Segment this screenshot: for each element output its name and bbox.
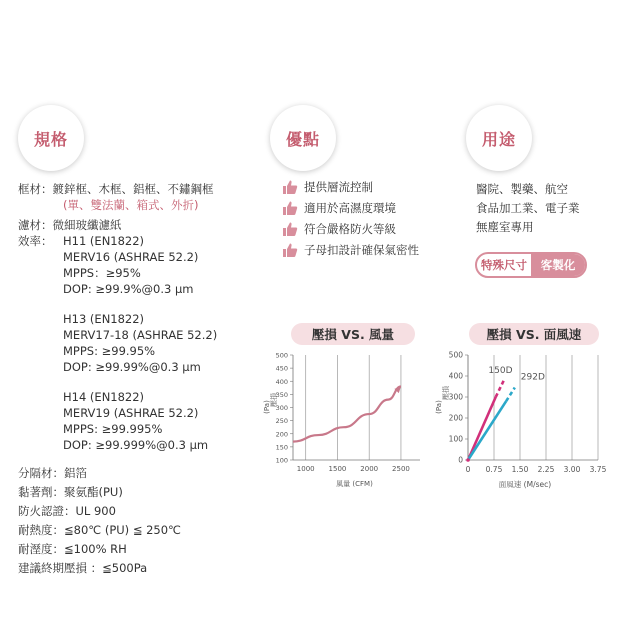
spec-list-item: 黏著劑：聚氨酯(PU) xyxy=(18,485,123,499)
efficiency-line: MERV17-18 (ASHRAE 52.2) xyxy=(63,328,218,342)
y-axis-unit: (Pa) xyxy=(263,400,271,414)
efficiency-line: MPPS：≥95% xyxy=(63,266,141,280)
spec-media-value: 微細玻纖濾紙 xyxy=(52,218,122,232)
uses-list xyxy=(476,181,580,238)
x-tick-label: 3.00 xyxy=(563,465,581,474)
y-tick-label: 300 xyxy=(275,404,288,412)
thumbs-up-icon xyxy=(282,221,298,237)
series-label-150D: 150D xyxy=(488,366,513,377)
series-dashed-extension-150D xyxy=(496,379,505,397)
advantage-text: 提供層流控制 xyxy=(304,180,373,194)
chart-2-title xyxy=(469,323,599,345)
spec-list-item: 建議終期壓損 ：≦500Pa xyxy=(18,561,148,575)
x-axis-label: 風量 (CFM) xyxy=(336,480,373,488)
spec-efficiency-block-1 xyxy=(18,233,217,297)
use-item: 食品加工業、電子業 xyxy=(476,201,580,215)
advantage-text: 符合嚴格防火等級 xyxy=(304,222,396,236)
custom-size-badge xyxy=(475,252,587,278)
thumbs-up-icon xyxy=(282,179,298,195)
x-tick-label: 0.75 xyxy=(485,465,503,474)
chart-2-title-text: 壓損 VS. 面風速 xyxy=(486,327,582,342)
spec-heading-text: 規格 xyxy=(33,129,68,149)
efficiency-line: DOP: ≥99.9%@0.3 μm xyxy=(63,282,194,296)
spec-list-item: 分隔材：鋁箔 xyxy=(18,466,87,480)
efficiency-line: DOP: ≥99.99%@0.3 μm xyxy=(63,360,201,374)
spec-frame-note: (單、雙法蘭、箱式、外折) xyxy=(63,198,199,212)
x-tick-label: 2.25 xyxy=(537,465,555,474)
spec-efficiency-block-3 xyxy=(18,389,217,453)
y-tick-label: 100 xyxy=(275,456,288,465)
use-item: 醫院、製藥、航空 xyxy=(476,182,568,196)
x-tick-label: 0 xyxy=(465,465,471,474)
series-label-292D: 292D xyxy=(520,372,545,383)
series-line-150D xyxy=(468,397,496,460)
spec-media-row xyxy=(18,217,217,233)
advantage-item xyxy=(282,200,419,216)
advantages-heading xyxy=(270,105,336,171)
customization-label: 客製化 xyxy=(531,254,585,276)
y-axis-label: 壓損 xyxy=(270,393,278,407)
y-tick-label: 500 xyxy=(448,350,463,360)
pressure-curve xyxy=(293,387,401,442)
advantages-list xyxy=(282,179,419,263)
efficiency-line: MERV19 (ASHRAE 52.2) xyxy=(63,406,199,420)
x-tick-label: 1000 xyxy=(296,465,315,473)
series-line-292D xyxy=(468,401,506,460)
uses-heading-text: 用途 xyxy=(481,129,516,149)
advantage-item xyxy=(282,179,419,195)
chart-1-title-text: 壓損 VS. 風量 xyxy=(311,327,395,342)
y-tick-label: 200 xyxy=(275,430,288,439)
spec-column xyxy=(18,181,217,576)
spec-frame-row xyxy=(18,181,217,197)
advantages-heading-text: 優點 xyxy=(285,129,320,149)
spec-media-label: 濾材： xyxy=(18,218,53,232)
thumbs-up-icon xyxy=(282,242,298,258)
advantage-item xyxy=(282,221,419,237)
efficiency-line: H11 (EN1822) xyxy=(63,234,145,248)
y-tick-label: 500 xyxy=(275,351,288,360)
y-tick-label: 400 xyxy=(448,371,463,381)
origin-point xyxy=(466,458,470,462)
spec-list-item: 耐溼度：≦100% RH xyxy=(18,542,127,556)
pressure-vs-face-velocity-chart xyxy=(432,345,614,495)
spec-heading xyxy=(18,105,84,171)
efficiency-line: DOP: ≥99.999%@0.3 μm xyxy=(63,438,209,452)
x-tick-label: 2500 xyxy=(392,465,410,473)
efficiency-line: MPPS: ≥99.95% xyxy=(63,344,156,358)
spec-efficiency-label: 效率： xyxy=(18,234,53,248)
spec-list xyxy=(18,465,217,576)
y-tick-label: 200 xyxy=(448,413,463,423)
x-axis-label: 面風速 (M/sec) xyxy=(498,480,552,489)
spec-frame-value: 鍍鋅框、木框、鋁框、不鏽鋼框 xyxy=(52,182,214,196)
use-item: 無塵室專用 xyxy=(476,220,534,234)
y-axis-label: 壓損 xyxy=(442,386,450,400)
y-tick-label: 250 xyxy=(275,417,288,426)
x-tick-label: 2000 xyxy=(360,465,379,473)
advantage-text: 子母扣設計確保氣密性 xyxy=(304,243,419,257)
y-tick-label: 100 xyxy=(448,434,463,444)
efficiency-line: H14 (EN1822) xyxy=(63,390,145,404)
x-tick-label: 1500 xyxy=(328,465,347,473)
efficiency-line: MERV16 (ASHRAE 52.2) xyxy=(63,250,199,264)
spec-list-item: 耐熱度：≦80℃ (PU) ≦ 250℃ xyxy=(18,523,181,537)
x-tick-label: 1.50 xyxy=(511,465,529,474)
spec-efficiency-block-2 xyxy=(18,311,217,375)
advantage-item xyxy=(282,242,419,258)
pressure-vs-airflow-chart xyxy=(262,345,427,495)
y-axis-unit: (Pa) xyxy=(435,400,443,414)
y-tick-label: 400 xyxy=(275,377,288,386)
y-tick-label: 450 xyxy=(275,364,288,373)
efficiency-line: MPPS: ≥99.995% xyxy=(63,422,163,436)
series-dashed-extension-292D xyxy=(506,388,515,402)
thumbs-up-icon xyxy=(282,200,298,216)
y-tick-label: 0 xyxy=(458,455,463,465)
y-tick-label: 300 xyxy=(448,392,463,402)
y-tick-label: 350 xyxy=(275,390,288,399)
advantage-text: 適用於高濕度環境 xyxy=(304,201,396,215)
y-tick-label: 150 xyxy=(275,443,288,452)
spec-list-item: 防火認證：UL 900 xyxy=(18,504,116,518)
custom-size-label: 特殊尺寸 xyxy=(481,258,527,272)
efficiency-line: H13 (EN1822) xyxy=(63,312,145,326)
x-tick-label: 3.75 xyxy=(589,465,607,474)
spec-frame-label: 框材： xyxy=(18,182,53,196)
chart-1-title xyxy=(291,323,415,345)
uses-heading xyxy=(466,105,532,171)
